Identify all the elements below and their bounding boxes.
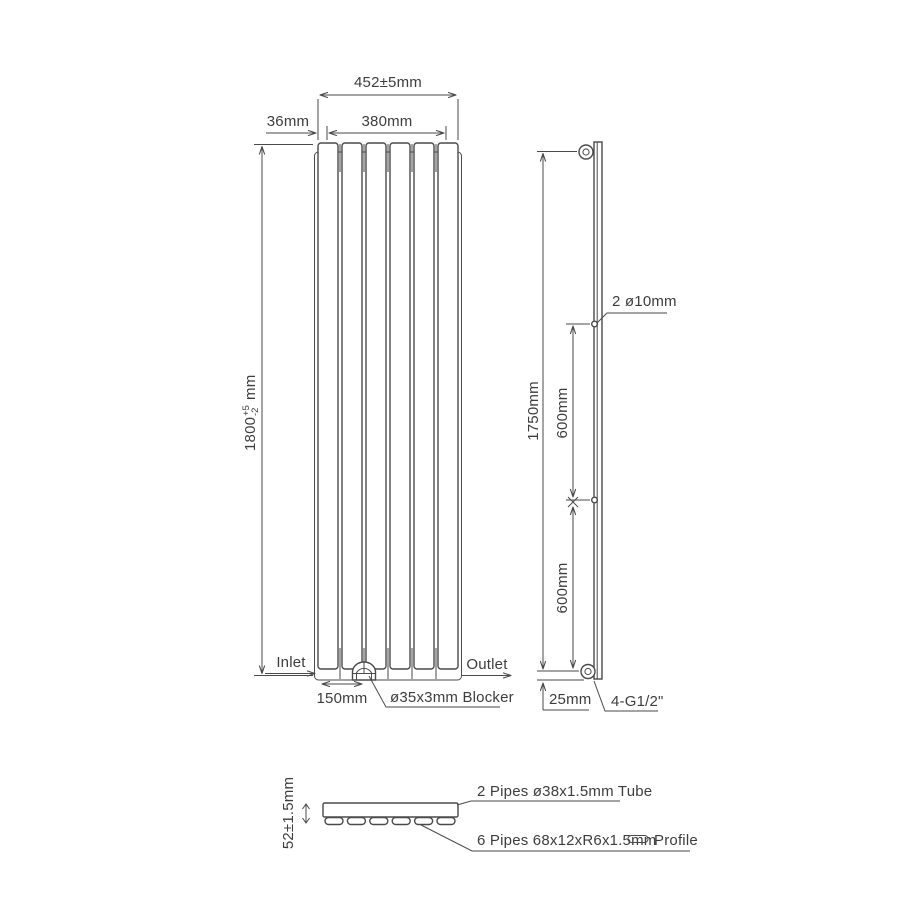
side-profile-bar	[594, 142, 602, 679]
dim-side-height-label: 1750mm	[525, 381, 542, 441]
connection-label: 4-G1/2"	[611, 693, 664, 710]
blocker-label: ø35x3mm Blocker	[390, 689, 514, 706]
svg-text:+5: +5	[241, 405, 252, 416]
dim-bottom-offset-label: 25mm	[549, 691, 592, 708]
blocker-dome	[353, 662, 376, 680]
dim-upper-hole-spacing-label: 600mm	[554, 387, 571, 439]
midpoint-x-marker	[568, 497, 578, 507]
dim-overall-width	[318, 74, 458, 140]
lower-mount-hole	[592, 497, 598, 503]
profile-label-suffix: Profile	[654, 832, 698, 849]
svg-text:1800: 1800	[242, 416, 259, 451]
outlet-label: Outlet	[466, 656, 508, 673]
dim-lower-hole-spacing	[554, 507, 573, 668]
dim-overall-width-label: 452±5mm	[354, 74, 422, 91]
dim-depth	[280, 777, 310, 849]
front-view	[241, 74, 514, 707]
svg-text:-2: -2	[250, 407, 261, 416]
profile-annotation	[421, 825, 698, 851]
upper-mount-hole	[592, 321, 598, 327]
holes-label: 2 ø10mm	[612, 293, 677, 310]
dim-side-offset-label: 36mm	[266, 113, 310, 130]
bottom-collector-tube	[323, 803, 458, 817]
dim-panel-width-label: 380mm	[361, 113, 413, 130]
radiator-panels	[318, 143, 458, 669]
dim-inlet-offset-label: 150mm	[316, 690, 368, 707]
holes-annotation	[597, 293, 677, 323]
dim-height	[241, 145, 313, 676]
bottom-view	[280, 777, 698, 851]
dim-depth-label: 52±1.5mm	[280, 776, 297, 850]
bottom-pipe-profiles	[325, 818, 455, 825]
profile-label-prefix: 6 Pipes 68x12xR6x1.5mm	[477, 832, 657, 849]
inlet-label: Inlet	[276, 654, 306, 671]
bottom-connection	[581, 665, 595, 679]
tube-annotation	[457, 783, 652, 805]
connection-annotation	[594, 681, 664, 711]
dim-inlet-offset	[316, 684, 367, 707]
dim-lower-hole-spacing-label: 600mm	[554, 562, 571, 614]
top-connection	[579, 145, 593, 159]
side-view	[525, 142, 677, 711]
svg-text:mm: mm	[242, 374, 259, 400]
tube-label: 2 Pipes ø38x1.5mm Tube	[477, 783, 653, 800]
inlet-annotation	[265, 654, 315, 674]
dim-side-offset	[266, 113, 316, 133]
dim-panel-width	[327, 113, 446, 140]
dim-upper-hole-spacing	[554, 324, 590, 500]
dim-height-label	[241, 375, 261, 451]
dim-bottom-offset	[537, 680, 591, 710]
blocker-annotation	[369, 676, 514, 707]
outlet-annotation	[461, 656, 511, 676]
